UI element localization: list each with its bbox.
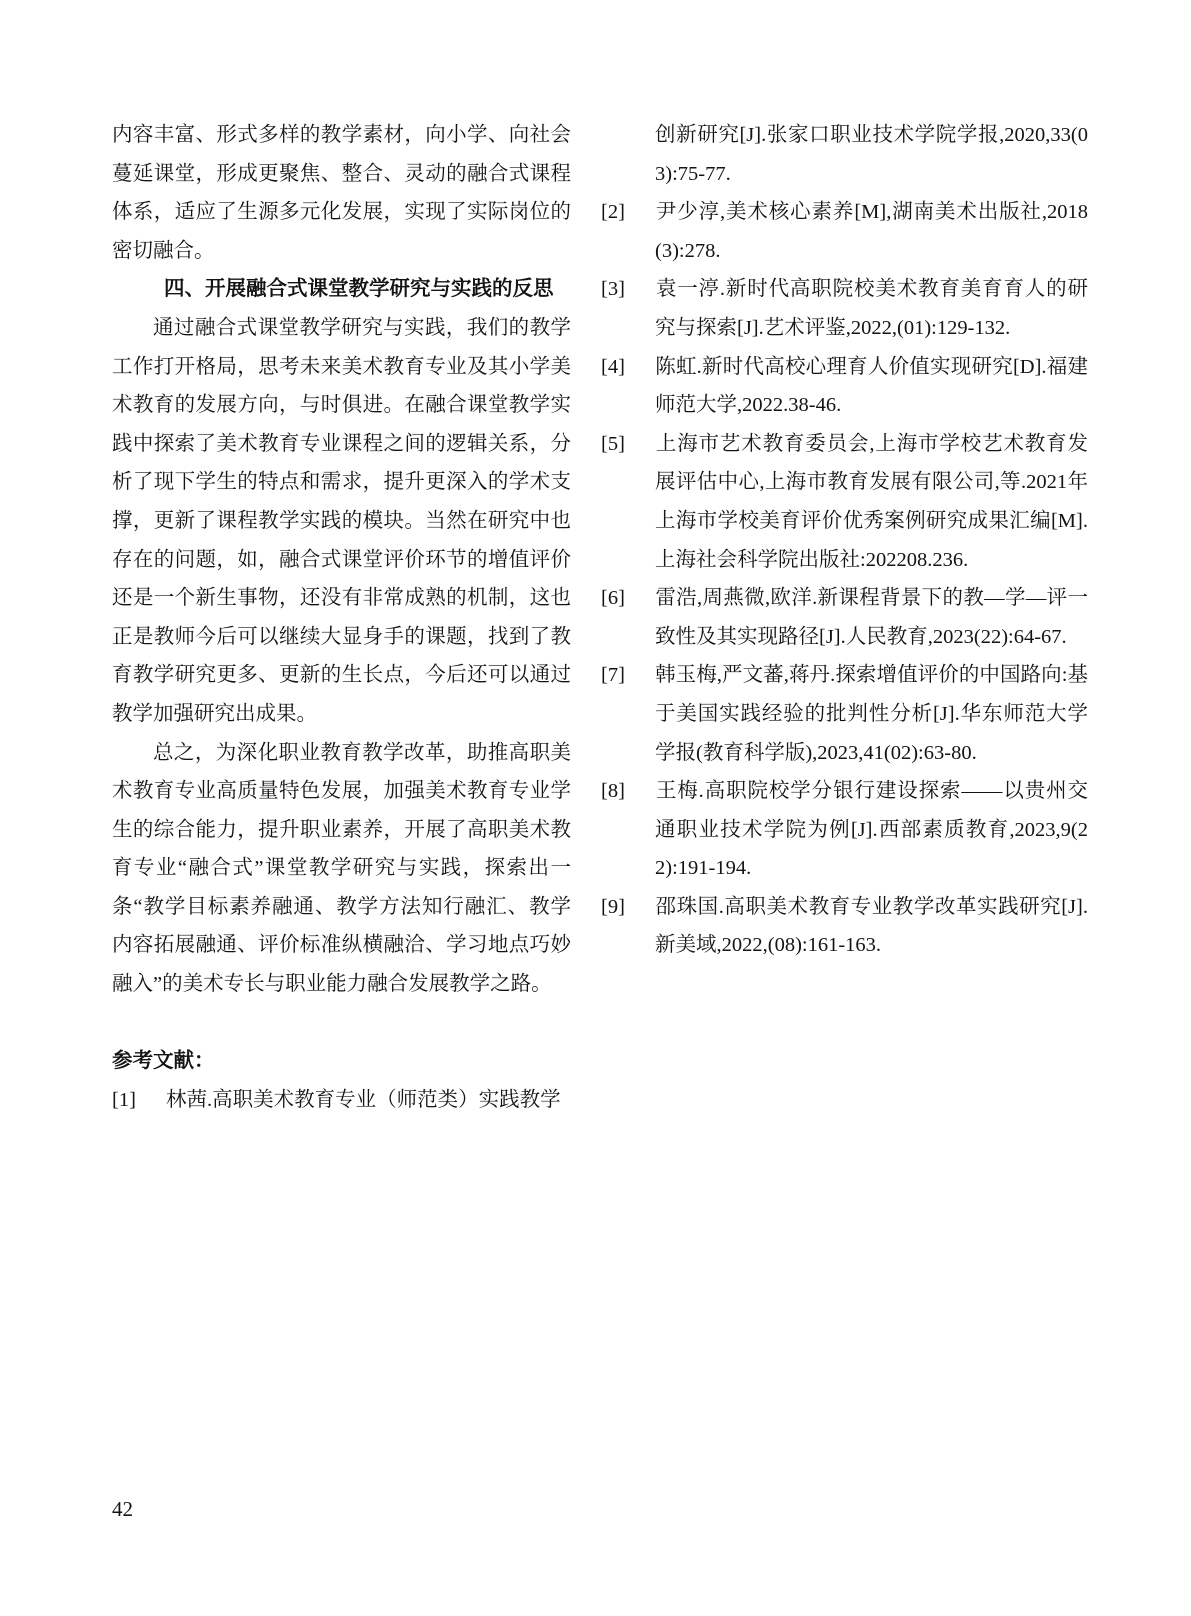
reference-marker: [3] [601, 278, 625, 301]
body-paragraph-continuation: 内容丰富、形式多样的教学素材，向小学、向社会蔓延课堂，形成更聚焦、整合、灵动的融合式课程体系，适应了生源多元化发展，实现了实际岗位的密切融合。 [112, 124, 571, 262]
two-column-layout [112, 116, 1088, 1119]
reference-item-3 [601, 270, 1088, 347]
right-column [601, 116, 1088, 1119]
reference-marker: [4] [601, 355, 625, 378]
reference-marker: [8] [601, 780, 625, 803]
reference-text: 创新研究[J].张家口职业技术学院学报,2020,33(03):75-77. [655, 124, 1088, 185]
reference-item-1 [112, 1081, 571, 1120]
reference-marker: [2] [601, 201, 625, 224]
reference-marker: [1] [112, 1088, 136, 1111]
section-heading: 四、开展融合式课堂教学研究与实践的反思 [164, 277, 554, 301]
reference-marker: [6] [601, 587, 625, 610]
reference-text: 雷浩,周燕微,欧洋.新课程背景下的教—学—评一致性及其实现路径[J].人民教育,2023(22):64-67. [655, 587, 1088, 648]
reference-marker: [5] [601, 432, 625, 455]
reference-marker: [7] [601, 664, 625, 687]
reference-item-8 [601, 772, 1088, 888]
reference-item-4 [601, 348, 1088, 425]
reference-text: 林茜.高职美术教育专业（师范类）实践教学 [166, 1088, 561, 1111]
reference-text: 陈虹.新时代高校心理育人价值实现研究[D].福建师范大学,2022.38-46. [655, 355, 1088, 417]
reference-item-9 [601, 888, 1088, 965]
references-heading: 参考文献： [112, 1049, 215, 1073]
reference-item-5 [601, 425, 1088, 579]
body-paragraph-reflection: 通过融合式课堂教学研究与实践，我们的教学工作打开格局，思考未来美术教育专业及其小学美术教育的发展方向，与时俱进。在融合课堂教学实践中探索了美术教育专业课程之间的逻辑关系，分析了现下学生的特点和需求，提升更深入的学术支撑，更新了课程教学实践的模块。当然在研究中也存在的问题，如，融合式课堂评价环节的增值评价还是一个新生事物，还没有非常成熟的机制，这也正是教师今后可以继续大显身手的课题，找到了教育教学研究更多、更新的生长点，今后还可以通过教学加强研究出成果。 [112, 316, 571, 725]
reference-text: 上海市艺术教育委员会,上海市学校艺术教育发展评估中心,上海市教育发展有限公司,等.2021年上海市学校美育评价优秀案例研究成果汇编[M].上海社会科学院出版社:202208.236. [655, 432, 1088, 571]
reference-text: 袁一渟.新时代高职院校美术教育美育育人的研究与探索[J].艺术评鉴,2022,(01):129-132. [655, 278, 1088, 339]
reference-text: 尹少淳,美术核心素养[M],湖南美术出版社,2018(3):278. [655, 201, 1088, 262]
body-paragraph-summary: 总之，为深化职业教育教学改革，助推高职美术教育专业高质量特色发展，加强美术教育专业学生的综合能力，提升职业素养，开展了高职美术教育专业“融合式”课堂教学研究与实践，探索出一条“教学目标素养融通、教学方法知行融汇、教学内容拓展融通、评价标准纵横融洽、学习地点巧妙融入”的美术专长与职业能力融合发展教学之路。 [112, 741, 571, 996]
left-column [112, 116, 571, 1119]
reference-item-6 [601, 579, 1088, 656]
reference-marker: [9] [601, 895, 625, 918]
reference-text: 韩玉梅,严文蕃,蒋丹.探索增值评价的中国路向:基于美国实践经验的批判性分析[J].华东师范大学学报(教育科学版),2023,41(02):63-80. [655, 664, 1088, 764]
reference-text: 王梅.高职院校学分银行建设探索——以贵州交通职业技术学院为例[J].西部素质教育,2023,9(22):191-194. [655, 780, 1088, 880]
reference-text: 邵珠国.高职美术教育专业教学改革实践研究[J].新美域,2022,(08):161-163. [655, 895, 1088, 957]
reference-item-2 [601, 193, 1088, 270]
reference-item-7 [601, 656, 1088, 772]
page-number: 42 [112, 1497, 133, 1521]
reference-item-1-continuation [601, 116, 1088, 193]
